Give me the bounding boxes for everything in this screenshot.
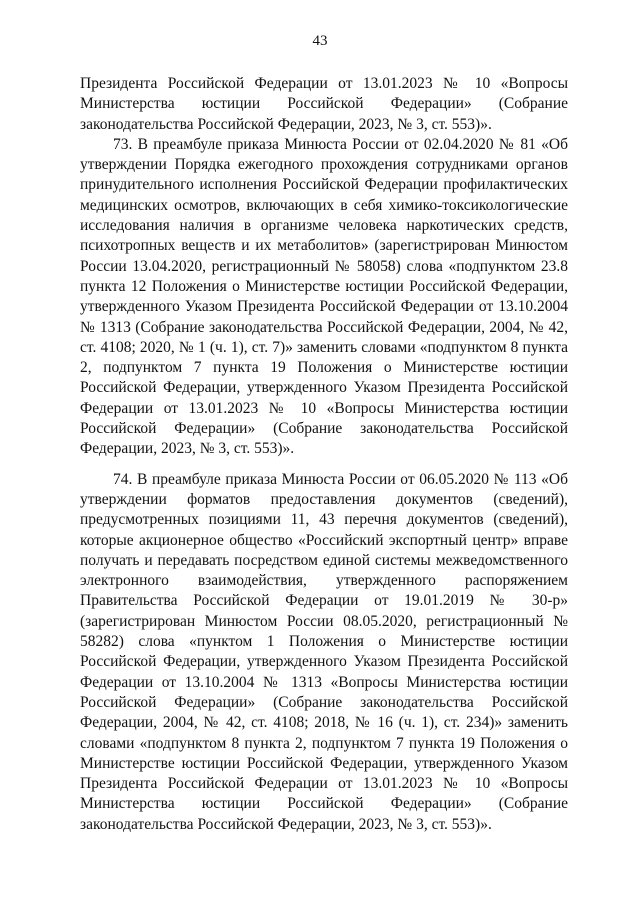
page-number: 43 [312, 33, 328, 49]
paragraph-item-73: 73. В преамбуле приказа Минюста России от 02.04.2020 № 81 «Об утверждении Порядка ежегодного прохождения сотрудниками органов принудительного исполнения Российской Федерации профилактических медицинских осмотров, включающих в себя химико-токсикологические исследования наличия в организме человека наркотических средств, психотропных веществ и их метаболитов» (зарегистрирован Минюстом России 13.04.2020, регистрационный № 58058) слова «подпунктом 23.8 пункта 12 Положения о Министерстве юстиции Российской Федерации, утвержденного Указом Президента Российской Федерации от 13.10.2004 № 1313 (Собрание законодательства Российской Федерации, 2004, № 42, ст. 4108; 2020, № 1 (ч. 1), ст. 7)» заменить словами «подпунктом 8 пункта 2, подпунктом 7 пункта 19 Положения о Министерстве юстиции Российской Федерации, утвержденного Указом Президента Российской Федерации от 13.01.2023 № 10 «Вопросы Министерства юстиции Российской Федерации» (Собрание законодательства Российской Федерации, 2023, № 3, ст. 553)». [80, 135, 568, 458]
paragraph-item-74: 74. В преамбуле приказа Минюста России от 06.05.2020 № 113 «Об утверждении форматов предоставления документов (сведений), предусмотренных позициями 11, 43 перечня документов (сведений), которые акционерное общество «Российский экспортный центр» вправе получать и передавать посредством единой системы межведомственного электронного взаимодействия, утвержденного распоряжением Правительства Российской Федерации от 19.01.2019 № 30-р» (зарегистрирован Минюстом России 08.05.2020, регистрационный № 58282) слова «пунктом 1 Положения о Министерстве юстиции Российской Федерации, утвержденного Указом Президента Российской Федерации от 13.10.2004 № 1313 «Вопросы Министерства юстиции Российской Федерации» (Собрание законодательства Российской Федерации, 2004, № 42, ст. 4108; 2018, № 16 (ч. 1), ст. 234)» заменить словами «подпунктом 8 пункта 2, подпунктом 7 пункта 19 Положения о Министерстве юстиции Российской Федерации, утвержденного Указом Президента Российской Федерации от 13.01.2023 № 10 «Вопросы Министерства юстиции Российской Федерации» (Собрание законодательства Российской Федерации, 2023, № 3, ст. 553)». [80, 470, 568, 833]
paragraph-continuation: Президента Российской Федерации от 13.01.2023 № 10 «Вопросы Министерства юстиции Российской Федерации» (Собрание законодательства Российской Федерации, 2023, № 3, ст. 553)». [80, 75, 568, 133]
document-body [80, 74, 568, 835]
